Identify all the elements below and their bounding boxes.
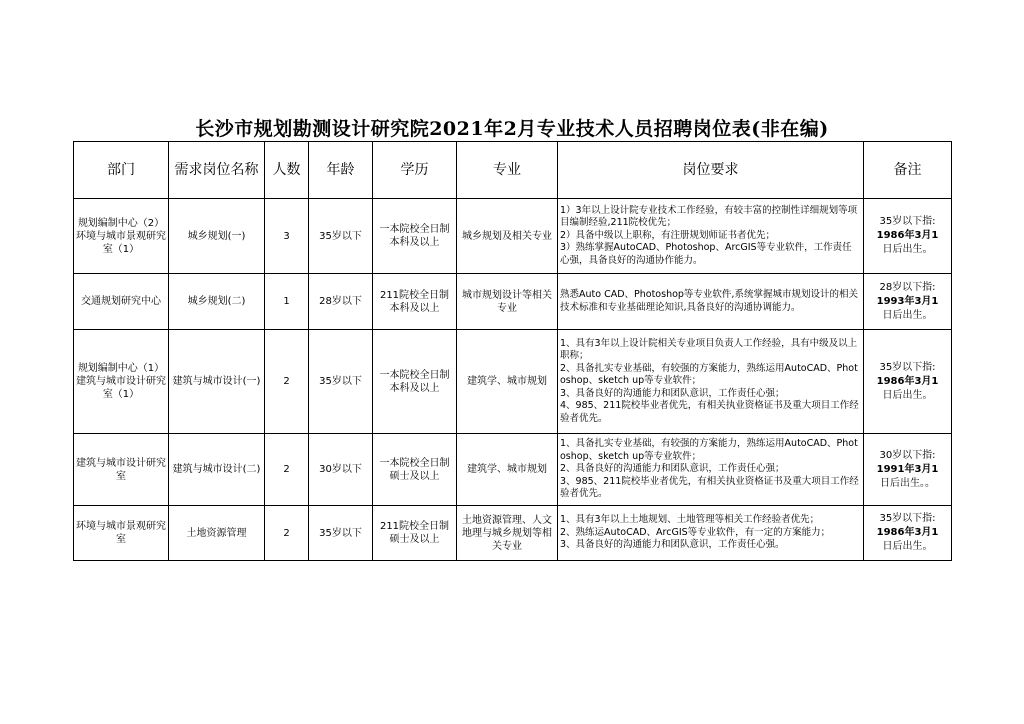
cell-requirements bbox=[558, 330, 864, 434]
cell-count: 3 bbox=[265, 199, 309, 274]
note-suffix: 日后出生。 bbox=[882, 541, 933, 552]
header-count: 人数 bbox=[265, 142, 309, 199]
note-date: 1993年3月1 bbox=[876, 295, 939, 307]
note-prefix: 35岁以下指: bbox=[879, 513, 936, 524]
table-row bbox=[74, 274, 952, 330]
cell-dept: 规划编制中心（2）环境与城市景观研究室（1） bbox=[74, 199, 169, 274]
requirement-line: 1）3年以上设计院专业技术工作经验，有较丰富的控制性详细规划等项目编制经验,211院校优先； bbox=[560, 204, 858, 229]
requirement-line: 1、具有3年以上土地规划、土地管理等相关工作经验者优先； bbox=[560, 514, 820, 526]
cell-position: 建筑与城市设计(二) bbox=[169, 434, 265, 506]
note-date: 1986年3月1 bbox=[876, 230, 939, 241]
cell-count: 2 bbox=[265, 506, 309, 561]
note-suffix: 日后出生。。 bbox=[880, 477, 935, 489]
cell-major: 建筑学、城市规划 bbox=[457, 330, 558, 434]
cell-education: 211院校全日制本科及以上 bbox=[373, 274, 457, 330]
cell-age: 35岁以下 bbox=[309, 506, 373, 561]
header-education: 学历 bbox=[373, 142, 457, 199]
cell-note bbox=[864, 506, 952, 561]
table-row bbox=[74, 199, 952, 274]
note-date: 1986年3月1 bbox=[876, 375, 939, 387]
recruitment-table bbox=[73, 141, 952, 561]
cell-position: 城乡规划(二) bbox=[169, 274, 265, 330]
requirement-line: 1、具有3年以上设计院相关专业项目负责人工作经验，具有中级及以上职称； bbox=[560, 337, 858, 362]
header-age: 年龄 bbox=[309, 142, 373, 199]
note-date: 1986年3月1 bbox=[876, 527, 939, 538]
note-suffix: 日后出生。 bbox=[882, 309, 933, 321]
requirement-line: 1、具备扎实专业基础，有较强的方案能力，熟练运用AutoCAD、Photoshop、sketch up等专业软件； bbox=[560, 438, 858, 462]
cell-dept: 建筑与城市设计研究室 bbox=[74, 434, 169, 506]
note-prefix: 35岁以下指: bbox=[879, 216, 936, 227]
cell-note bbox=[864, 434, 952, 506]
cell-age: 35岁以下 bbox=[309, 199, 373, 274]
note-suffix: 日后出生。 bbox=[882, 389, 933, 401]
cell-major: 城乡规划及相关专业 bbox=[457, 199, 558, 274]
cell-age: 30岁以下 bbox=[309, 434, 373, 506]
cell-education: 一本院校全日制本科及以上 bbox=[373, 330, 457, 434]
cell-requirements bbox=[558, 199, 864, 274]
cell-dept: 环境与城市景观研究室 bbox=[74, 506, 169, 561]
cell-age: 28岁以下 bbox=[309, 274, 373, 330]
requirement-line: 3）熟练掌握AutoCAD、Photoshop、ArcGIS等专业软件，工作责任心强，具备良好的沟通协作能力。 bbox=[560, 242, 852, 266]
cell-position: 建筑与城市设计(一) bbox=[169, 330, 265, 434]
cell-position: 城乡规划(一) bbox=[169, 199, 265, 274]
requirement-line: 3、具备良好的沟通能力和团队意识，工作责任心强； bbox=[560, 387, 785, 399]
table-row bbox=[74, 434, 952, 506]
table-row bbox=[74, 330, 952, 434]
header-row bbox=[74, 142, 952, 199]
cell-requirements bbox=[558, 506, 864, 561]
cell-requirements bbox=[558, 274, 864, 330]
requirement-line: 2、具备良好的沟通能力和团队意识，工作责任心强； bbox=[560, 463, 785, 475]
cell-major: 建筑学、城市规划 bbox=[457, 434, 558, 506]
note-prefix: 35岁以下指: bbox=[879, 361, 936, 373]
note-date: 1991年3月1 bbox=[876, 463, 939, 475]
header-position: 需求岗位名称 bbox=[169, 142, 265, 199]
cell-requirements bbox=[558, 434, 864, 506]
requirement-line: 4、985、211院校毕业者优先，有相关执业资格证书及重大项目工作经验者优先。 bbox=[560, 400, 859, 424]
requirement-line: 2、熟练运AutoCAD、ArcGIS等专业软件，有一定的方案能力； bbox=[560, 526, 831, 538]
note-prefix: 30岁以下指: bbox=[879, 449, 936, 461]
cell-count: 2 bbox=[265, 434, 309, 506]
cell-dept: 交通规划研究中心 bbox=[74, 274, 169, 330]
table-row bbox=[74, 506, 952, 561]
requirement-line: 3、具备良好的沟通能力和团队意识，工作责任心强。 bbox=[560, 539, 785, 551]
cell-major: 城市规划设计等相关专业 bbox=[457, 274, 558, 330]
note-prefix: 28岁以下指: bbox=[879, 281, 936, 293]
header-major: 专业 bbox=[457, 142, 558, 199]
cell-age: 35岁以下 bbox=[309, 330, 373, 434]
cell-note bbox=[864, 274, 952, 330]
cell-major: 土地资源管理、人文地理与城乡规划等相关专业 bbox=[457, 506, 558, 561]
cell-position: 土地资源管理 bbox=[169, 506, 265, 561]
requirement-line: 2）具备中级以上职称，有注册规划师证书者优先； bbox=[560, 229, 776, 241]
header-requirements: 岗位要求 bbox=[558, 142, 864, 199]
cell-note bbox=[864, 199, 952, 274]
cell-dept: 规划编制中心（1）建筑与城市设计研究室（1） bbox=[74, 330, 169, 434]
page-title: 长沙市规划勘测设计研究院2021年2月专业技术人员招聘岗位表(非在编) bbox=[195, 118, 829, 140]
requirement-line: 3、985、211院校毕业者优先，有相关执业资格证书及重大项目工作经验者优先。 bbox=[560, 475, 859, 500]
requirement-line: 2、具备扎实专业基础，有较强的方案能力，熟练运用AutoCAD、Photoshop、sketch up等专业软件； bbox=[560, 362, 858, 387]
cell-education: 211院校全日制硕士及以上 bbox=[373, 506, 457, 561]
cell-education: 一本院校全日制硕士及以上 bbox=[373, 434, 457, 506]
cell-count: 1 bbox=[265, 274, 309, 330]
cell-education: 一本院校全日制本科及以上 bbox=[373, 199, 457, 274]
header-note: 备注 bbox=[864, 142, 952, 199]
requirement-line: 熟悉Auto CAD、Photoshop等专业软件,系统掌握城市规划设计的相关技术标准和专业基础理论知识,具备良好的沟通协调能力。 bbox=[560, 289, 858, 313]
cell-note bbox=[864, 330, 952, 434]
note-suffix: 日后出生。 bbox=[882, 244, 933, 255]
cell-count: 2 bbox=[265, 330, 309, 434]
header-dept: 部门 bbox=[74, 142, 169, 199]
